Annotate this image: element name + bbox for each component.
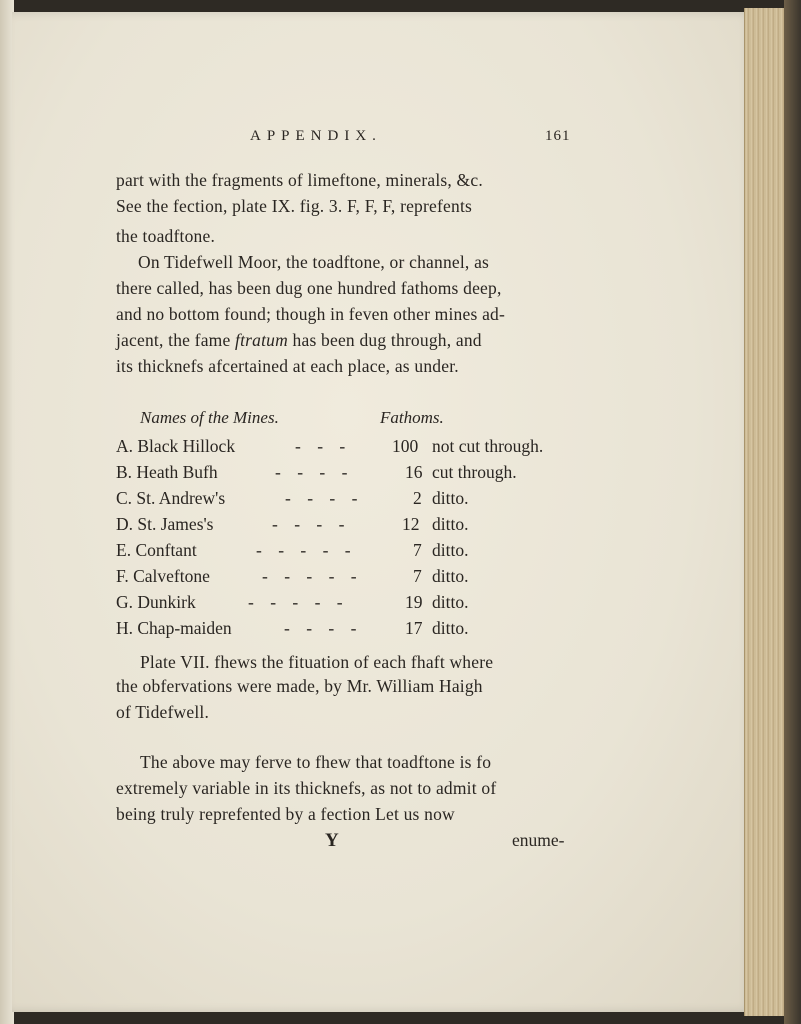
- mine-name: G. Dunkirk: [116, 592, 196, 612]
- note: cut through.: [432, 462, 517, 482]
- text-line: extremely variable in its thicknefs, as not to admit of: [116, 778, 497, 798]
- mine-name: B. Heath Bufh: [116, 462, 218, 482]
- note: ditto.: [432, 514, 469, 534]
- leader-dashes: - - - -: [285, 488, 364, 508]
- text-line: On Tidefwell Moor, the toadftone, or channel, as: [138, 252, 490, 272]
- book-page: [12, 12, 754, 1012]
- leader-dashes: - - - - -: [248, 592, 349, 612]
- text-line: of Tidefwell.: [116, 702, 210, 722]
- text-segment: has been dug through, and: [287, 330, 482, 350]
- fathoms-value: 7: [413, 566, 422, 586]
- note: ditto.: [432, 566, 469, 586]
- note: ditto.: [432, 618, 469, 638]
- leader-dashes: - - -: [295, 436, 352, 456]
- fathoms-value: 2: [413, 488, 422, 508]
- fathoms-value: 17: [405, 618, 423, 638]
- mine-name: D. St. James's: [116, 514, 214, 534]
- signature-mark: Y: [325, 830, 339, 851]
- text-line: the obfervations were made, by Mr. William Haigh: [116, 676, 483, 696]
- text-line: its thicknefs afcertained at each place, as under.: [116, 356, 459, 376]
- fathoms-value: 16: [405, 462, 423, 482]
- text-line: [116, 330, 482, 351]
- leader-dashes: - - - - -: [262, 566, 363, 586]
- text-line: See the fection, plate IX. fig. 3. F, F, F, reprefents: [116, 196, 473, 216]
- text-line: being truly reprefented by a fection Let us now: [116, 804, 455, 824]
- mine-name: E. Conftant: [116, 540, 197, 560]
- mine-name: H. Chap-maiden: [116, 618, 232, 638]
- catchword: enume-: [512, 830, 565, 850]
- note: ditto.: [432, 488, 469, 508]
- mine-name: C. St. Andrew's: [116, 488, 226, 508]
- note: ditto.: [432, 592, 469, 612]
- italic-term: ftratum: [235, 330, 288, 350]
- text-line: and no bottom found; though in feven other mines ad-: [116, 304, 506, 324]
- mine-name: F. Calveftone: [116, 566, 210, 586]
- fathoms-value: 7: [413, 540, 422, 560]
- text-line: Plate VII. fhews the fituation of each fhaft where: [140, 652, 494, 672]
- text-line: part with the fragments of limeftone, minerals, &c.: [116, 170, 483, 190]
- leader-dashes: - - - -: [272, 514, 351, 534]
- page-number: 161: [545, 128, 571, 144]
- table-header-fathoms: Fathoms.: [380, 408, 444, 427]
- text-line: the toadftone.: [116, 226, 216, 246]
- note: not cut through.: [432, 436, 544, 456]
- text-segment: jacent, the fame: [116, 330, 236, 350]
- text-line: there called, has been dug one hundred fathoms deep,: [116, 278, 502, 298]
- running-head: APPENDIX.: [250, 128, 382, 144]
- table-header-names: Names of the Mines.: [140, 408, 279, 427]
- binding-shadow: [784, 0, 801, 1024]
- leader-dashes: - - - - -: [256, 540, 357, 560]
- note: ditto.: [432, 540, 469, 560]
- text-line: The above may ferve to fhew that toadftone is fo: [140, 752, 492, 772]
- fathoms-value: 12: [402, 514, 420, 534]
- fathoms-value: 19: [405, 592, 423, 612]
- page-block-edge: [744, 8, 785, 1016]
- mine-name: A. Black Hillock: [116, 436, 236, 456]
- fathoms-value: 100: [392, 436, 419, 456]
- leader-dashes: - - - -: [284, 618, 363, 638]
- leader-dashes: - - - -: [275, 462, 354, 482]
